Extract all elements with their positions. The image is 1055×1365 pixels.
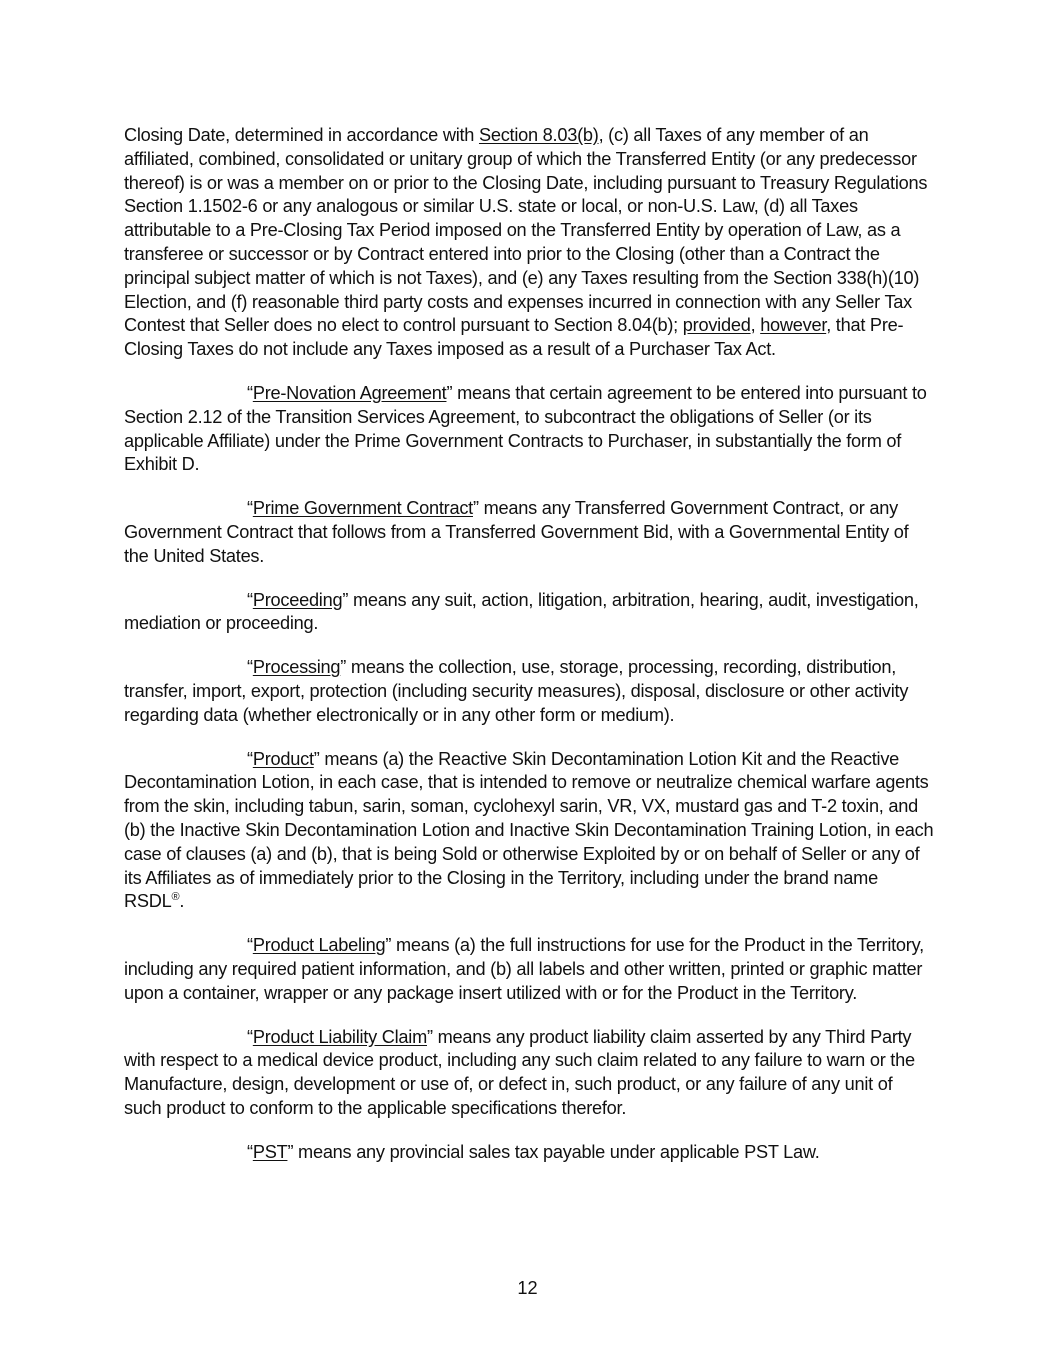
definition-body: means (a) the Reactive Skin Decontamination Lotion Kit and the Reactive Decontamination Lotion, in each case, that is intended to remove or neutralize chemical warfare agents from the skin, including tabun, sarin, soman, cyclohexyl sarin, VR, VX, mustard gas and T-2 toxin, and (b) the Inactive Skin Decontamination Lotion and Inactive Skin Decontamination Training Lotion, in each case of clauses (a) and (b), that is being Sold or otherwise Exploited by or on behalf of Seller or any of its Affiliates as of immediately prior to the Closing in the Territory, including under the brand name RSDL (124, 748, 934, 912)
defined-term: Proceeding (252, 589, 343, 610)
defined-term: Product Liability Claim (252, 1026, 427, 1047)
definition-body: means any suit, action, litigation, arbitration, hearing, audit, investigation, mediation or proceeding. (124, 589, 919, 634)
definition-body: means (a) the full instructions for use for the Product in the Territory, including any required patient information, and (b) all labels and other written, printed or graphic matter upon a container, wrapper or any package insert utilized with or for the Product in the Territory. (124, 935, 924, 1003)
close-quote: ” (426, 1026, 433, 1047)
definition-body: means the collection, use, storage, processing, recording, distribution, transfer, import, export, protection (including security measures), disposal, disclosure or other activity regarding data (whether electronically or in any other form or medium). (124, 657, 909, 725)
close-quote: ” (287, 1141, 294, 1162)
defined-term: Product (252, 748, 314, 769)
defined-term: Prime Government Contract (252, 498, 473, 519)
definition-pst (124, 1141, 934, 1165)
definition-tail: . (179, 891, 185, 912)
open-quote: “ (247, 1141, 253, 1162)
text-run: , (750, 315, 761, 336)
page-number: 12 (517, 1278, 538, 1298)
text-run: , that Pre-Closing Taxes do not include any Taxes imposed as a result of a Purchaser Tax Act. (124, 315, 904, 360)
registered-mark: ® (171, 891, 180, 904)
definition-product-liability-claim (124, 1026, 934, 1121)
definition-prime-government-contract (124, 497, 934, 568)
emphasis-provided: provided (682, 315, 751, 336)
definition-processing (124, 656, 934, 727)
definition-body: means any Transferred Government Contract, or any Government Contract that follows from a Transferred Government Bid, with a Governmental Entity of the United States. (124, 498, 909, 566)
open-quote: “ (247, 498, 253, 519)
close-quote: ” (340, 657, 347, 678)
defined-term: Product Labeling (252, 935, 386, 956)
close-quote: ” (472, 498, 479, 519)
definition-proceeding (124, 589, 934, 637)
cross-reference-link: Section 8.03(b) (478, 125, 599, 145)
defined-term: Pre-Novation Agreement (252, 382, 447, 403)
close-quote: ” (313, 748, 320, 769)
emphasis-however: however (760, 315, 827, 336)
definition-product-labeling (124, 934, 934, 1005)
close-quote: ” (385, 935, 392, 956)
defined-term: Processing (252, 657, 341, 678)
definition-body: means any provincial sales tax payable under applicable PST Law. (293, 1141, 820, 1162)
text-run: Closing Date, determined in accordance with (124, 125, 479, 145)
open-quote: “ (247, 1026, 253, 1047)
definition-body: means any product liability claim asserted by any Third Party with respect to a medical device product, including any such claim related to any failure to warn or the Manufacture, design, development or use of, or defect in, such product, or any failure of any unit of such product to conform to the applicable specifications therefor. (124, 1026, 915, 1118)
document-page (124, 124, 934, 1184)
definition-pre-novation-agreement (124, 382, 934, 477)
open-quote: “ (247, 382, 253, 403)
defined-term: PST (252, 1141, 288, 1162)
text-run: , (c) all Taxes of any member of an affiliated, combined, consolidated or unitary group of which the Transferred Entity (or any predecessor thereof) is or was a member on or prior to the Closing Date, including pursuant to Treasury Regulations Section 1.1502-6 or any analogous or similar U.S. state or local, or non-U.S. Law, (d) all Taxes attributable to a Pre-Closing Tax Period imposed on the Transferred Entity by operation of Law, as a transferee or successor or by Contract entered into prior to the Closing (other than a Contract the principal subject matter of which is not Taxes), and (e) any Taxes resulting from the Section 338(h)(10) Election, and (f) reasonable third party costs and expenses incurred in connection with any Seller Tax Contest that Seller does no elect to control pursuant to Section 8.04(b); (124, 125, 928, 336)
close-quote: ” (446, 382, 453, 403)
open-quote: “ (247, 657, 253, 678)
close-quote: ” (342, 589, 349, 610)
definition-body: means that certain agreement to be entered into pursuant to Section 2.12 of the Transition Services Agreement, to subcontract the obligations of Seller (or its applicable Affiliate) under the Prime Government Contracts to Purchaser, in substantially the form of Exhibit D. (124, 382, 927, 475)
definition-product (124, 748, 934, 915)
paragraph-closing-taxes (124, 124, 934, 362)
open-quote: “ (247, 589, 253, 610)
open-quote: “ (247, 935, 253, 956)
open-quote: “ (247, 748, 253, 769)
